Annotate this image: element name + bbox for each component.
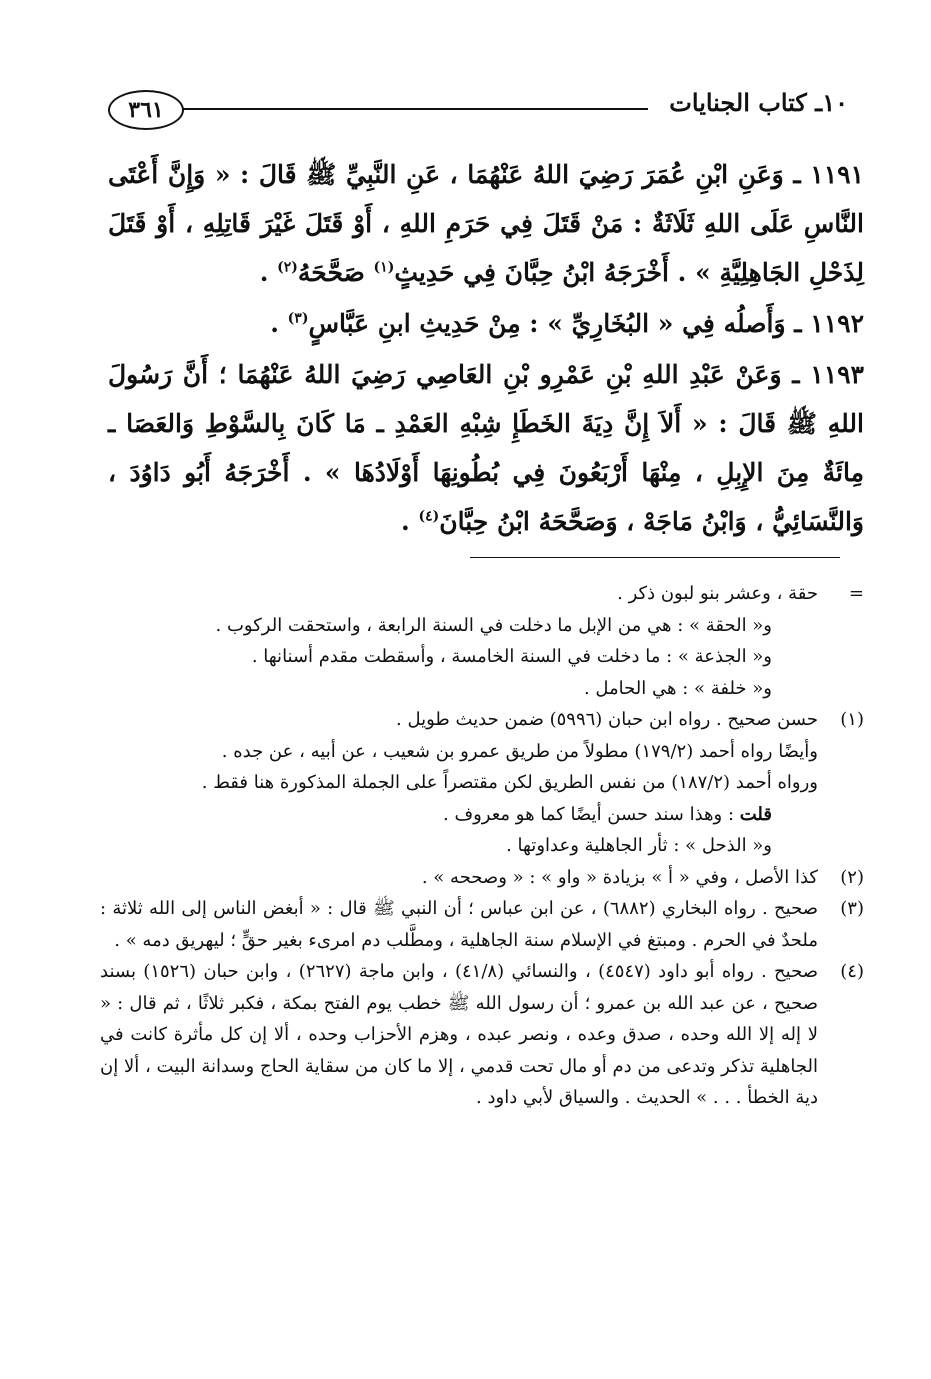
hadith-text: » . أَخْرَجَهُ أَبُو دَاوُدَ ، وَالنَّسَائِيُّ ، وَابْنُ مَاجَهْ ، وَصَحَّحَهُ ابْنُ حِبَّانَ	[108, 458, 864, 536]
footnote-continuation	[100, 578, 864, 704]
hadith-number: ١١٩٣ ـ	[792, 360, 864, 389]
footnote-line: و« الذحل » : ثأر الجاهلية وعداوتها .	[506, 835, 772, 856]
footnote-mark: (٤)	[840, 961, 864, 982]
hadith-text: صَحَّحَهُ	[297, 258, 365, 287]
header-rule	[182, 108, 648, 110]
footnote-ref[interactable]: (٢)	[277, 259, 298, 276]
hadith-text: وَعَنِ ابْنِ عُمَرَ رَضِيَ اللهُ عَنْهُمَا ، عَنِ النَّبِيِّ ﷺ قَالَ : «	[214, 160, 784, 189]
footnote-mark: (٣)	[840, 898, 864, 919]
hadith-text: وَأَصلُه فِي « البُخَارِيِّ » : مِنْ حَدِيثِ ابنِ عَبَّاسٍ	[308, 309, 786, 338]
main-text	[108, 150, 864, 548]
footnote-3	[100, 893, 864, 956]
footnote-2	[100, 862, 864, 894]
hadith-text: .	[259, 258, 269, 287]
page-number: ٣٦١	[108, 90, 184, 130]
hadith-text: » . أَخْرَجَهُ ابْنُ حِبَّانَ فِي حَدِيثٍ	[394, 258, 711, 287]
footnote-ref[interactable]: (٤)	[418, 508, 440, 525]
footnote-mark: (٢)	[840, 866, 864, 888]
footnote-line: و« خلفة » : هي الحامل .	[583, 677, 772, 699]
footnote-line: و« الجذعة » : ما دخلت في السنة الخامسة ، وأسقطت مقدم أسنانها .	[251, 646, 772, 667]
hadith-text: وَعَنْ عَبْدِ اللهِ بْنِ عَمْرِو بْنِ العَاصِي رَضِيَ اللهُ عَنْهُمَا ؛ أَنَّ رَسُولَ اللهِ ﷺ قَالَ : «	[108, 360, 864, 438]
footnote-text: : وهذا سند حسن أيضًا كما هو معروف .	[443, 803, 735, 825]
footnote-line: صحيح . رواه أبو داود (٤٥٤٧) ، والنسائي (٤١/٨) ، وابن ماجة (٢٦٢٧) ، وابن حبان (١٥٢٦) بسند صحيح ، عن عبد الله بن عمرو ؛ أن رسول الله ﷺ خطب يوم الفتح بمكة ، فكبر ثلاثًا ، ثم قال : « لا إله إلا الله وحده ، صدق وعده ، ونصر عبده ، وهزم الأحزاب وحده ، ألا إن كل مأثرة كانت في الجاهلية تذكر وتدعى من دم أو مال تحت قدمي ، إلا ما كان من سقاية الحاج وسدانة البيت ، ألا إن دية الخطأ . . . » الحديث . والسياق لأبي داود .	[100, 961, 818, 1108]
footnote-line: حسن صحيح . رواه ابن حبان (٥٩٩٦) ضمن حديث طويل .	[396, 709, 818, 730]
footnote-ref[interactable]: (١)	[373, 259, 395, 276]
footnote-line: صحيح . رواه البخاري (٦٨٨٢) ، عن ابن عباس ؛ أن النبي ﷺ قال : « أبغض الناس إلى الله ثلاثة : ملحدٌ في الحرم . ومبتغ في الإسلام سنة الجاهلية ، ومطَّلب دم امرىء بغير حقٍّ ؛ ليهريق دمه » .	[100, 898, 819, 951]
footnote-line: وأيضًا رواه أحمد (١٧٩/٢) مطولاً من طريق عمرو بن شعيب ، عن أبيه ، عن جده .	[221, 740, 818, 762]
hadith-quote: أَلاَ إِنَّ دِيَةَ الخَطَإِ شِبْهِ العَمْدِ ـ مَا كَانَ بِالسَّوْطِ وَالعَصَا ـ مِائَةٌ مِنَ الإِبِلِ ، مِنْهَا أَرْبَعُونَ فِي بُطُونِهَا أَوْلَادُهَا	[108, 409, 864, 487]
continuation-mark: =	[848, 583, 864, 604]
footnote-separator	[470, 557, 840, 558]
hadith-text: .	[401, 507, 410, 536]
hadith-1191	[108, 150, 864, 297]
footnote-line: كذا الأصل ، وفي « أ » بزيادة « واو » : « وصححه » .	[421, 866, 818, 888]
footnote-mark: (١)	[840, 709, 864, 730]
footnote-line	[100, 799, 818, 831]
footnote-line: ورواه أحمد (١٨٧/٢) من نفس الطريق لكن مقتصراً على الجملة المذكورة هنا فقط .	[201, 772, 818, 793]
footnote-1	[100, 704, 864, 862]
hadith-number: ١١٩١ ـ	[793, 160, 864, 189]
footnote-4	[100, 956, 864, 1114]
bold-label: قلت	[739, 803, 772, 825]
footnote-line: و« الحقة » : هي من الإبل ما دخلت في السنة الرابعة ، واستحقت الركوب .	[215, 614, 772, 636]
hadith-quote: وَإِنَّ أَعْتَى النَّاسِ عَلَى اللهِ ثَلَاثَةٌ : مَنْ قَتَلَ فِي حَرَمِ اللهِ ، أَوْ قَتَلَ غَيْرَ قَاتِلِهِ ، أَوْ قَتَلَ لِذَحْلِ الجَاهِلِيَّةِ	[108, 160, 864, 287]
hadith-1193	[108, 350, 864, 546]
hadith-1192	[108, 299, 864, 348]
footnote-ref[interactable]: (٣)	[287, 310, 309, 327]
hadith-text: .	[270, 309, 279, 338]
hadith-number: ١١٩٢ ـ	[794, 309, 864, 338]
page-header	[108, 88, 848, 132]
footnotes	[100, 578, 864, 1114]
chapter-title: ١٠ـ كتاب الجنايات	[669, 88, 848, 117]
footnote-line: حقة ، وعشر بنو لبون ذكر .	[617, 583, 818, 604]
